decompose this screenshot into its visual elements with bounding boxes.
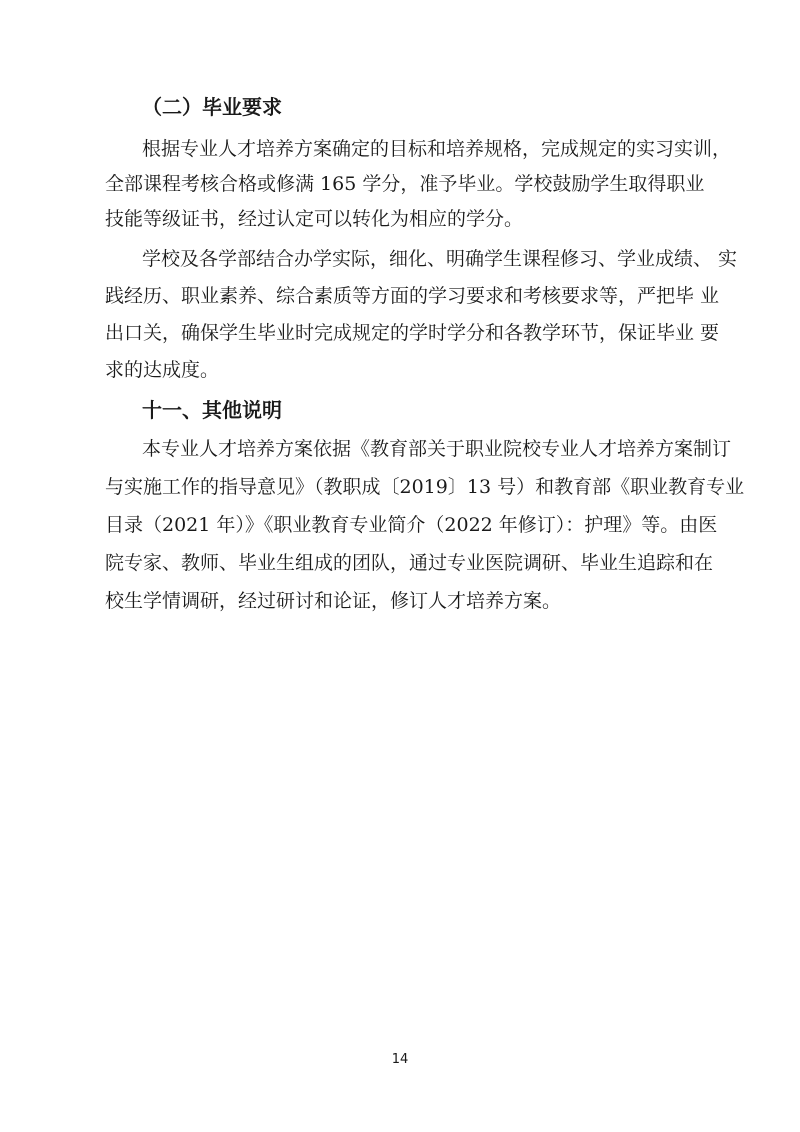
paragraph-line: 院专家、教师、毕业生组成的团队，通过专业医院调研、毕业生追踪和在 [105,552,714,574]
paragraph-line: 技能等级证书，经过认定可以转化为相应的学分。 [105,208,524,230]
heading-other-notes: 十一、其他说明 [142,398,282,422]
paragraph-line: 全部课程考核合格或修满 165 学分，准予毕业。学校鼓励学生取得职业 [105,173,705,195]
paragraph-line: 出口关，确保学生毕业时完成规定的学时学分和各教学环节，保证毕业 要 [105,322,720,344]
paragraph-line: 学校及各学部结合办学实际，细化、明确学生课程修习、学业成绩、 实 [142,248,738,270]
paragraph-line: 践经历、职业素养、综合素质等方面的学习要求和考核要求等，严把毕 业 [105,285,720,307]
paragraph-line: 目录（2021 年）》《职业教育专业简介（2022 年修订）：护理》等。由医 [105,514,718,536]
paragraph-line: 根据专业人才培养方案确定的目标和培养规格，完成规定的实习实训， [142,138,732,160]
paragraph-line: 与实施工作的指导意见》（教职成〔2019〕13 号）和教育部《职业教育专业 [105,476,745,498]
paragraph-line: 本专业人才培养方案依据《教育部关于职业院校专业人才培养方案制订 [142,438,732,460]
paragraph-line: 校生学情调研，经过研讨和论证，修订人才培养方案。 [105,590,562,612]
paragraph-line: 求的达成度。 [105,359,220,381]
heading-graduation-requirements: （二）毕业要求 [142,95,282,119]
page-number: 14 [391,1052,409,1067]
